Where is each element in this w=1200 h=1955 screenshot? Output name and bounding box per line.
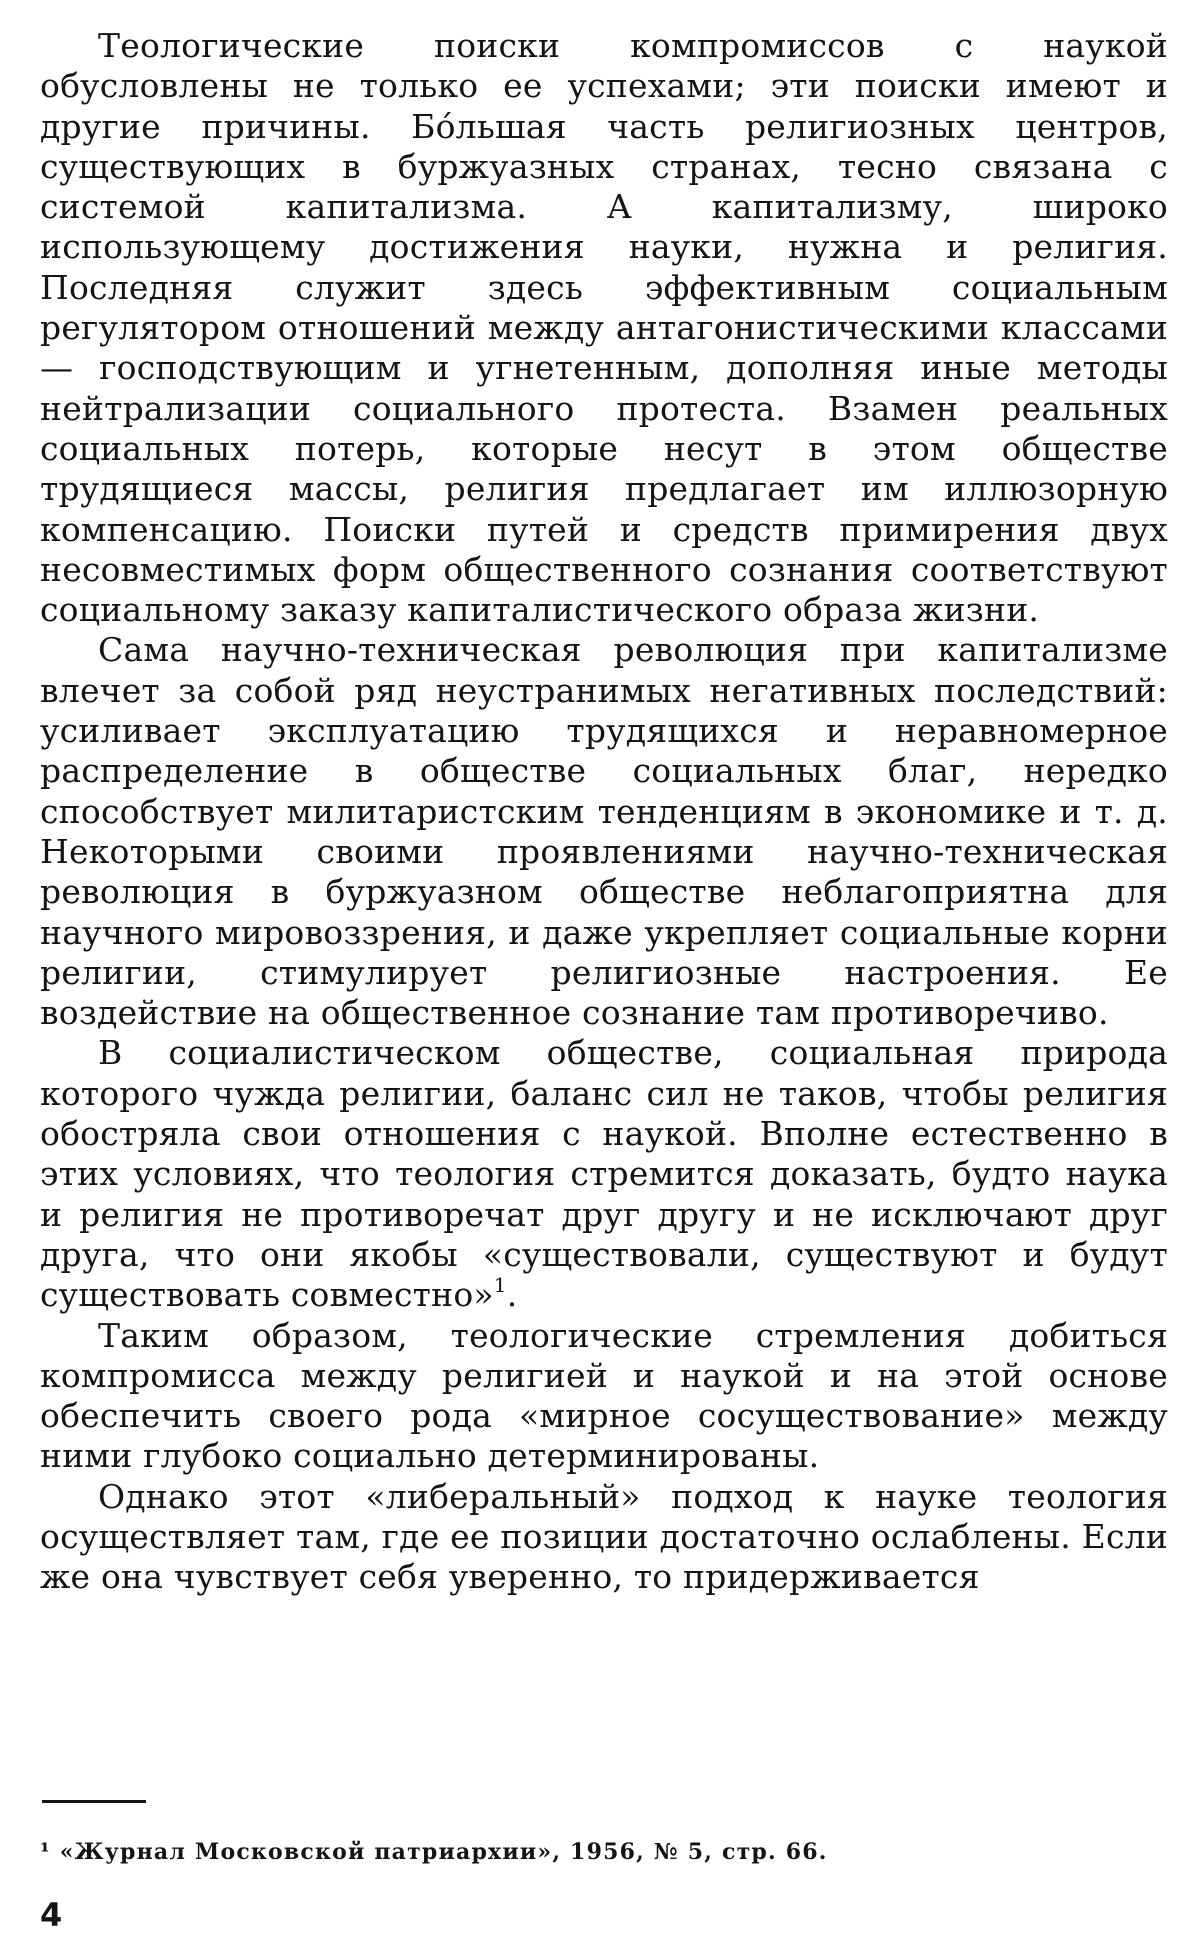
paragraph-2: Сама научно-техническая революция при капитализме влечет за собой ряд неустранимых негативных последствий: усиливает эксплуатацию трудящихся и неравномерное распределение в обществе социальных благ, нередко способствует милитаристским тенденциям в экономике и т. д. Некоторыми своими проявлениями научно-техническая революция в буржуазном обществе неблагоприятна для научного мировоззрения, и даже укрепляет социальные корни религии, стимулирует религиозные настроения. Ее воздействие на общественное сознание там противоречиво. — [40, 630, 1168, 1033]
page-number: 4 — [40, 1896, 63, 1934]
footnote-marker: ¹ — [40, 1839, 51, 1865]
paragraph-3 — [40, 1033, 1168, 1315]
footnote — [40, 1838, 1168, 1866]
paragraph-1: Теологические поиски компромиссов с наукой обусловлены не только ее успехами; эти поиски имеют и другие причины. Бо́льшая часть религиозных центров, существующих в буржуазных странах, тесно связана с системой капитализма. А капитализму, широко использующему достижения науки, нужна и религия. Последняя служит здесь эффективным социальным регулятором отношений между антагонистическими классами — господствующим и угнетенным, дополняя иные методы нейтрализации социального протеста. Взамен реальных социальных потерь, которые несут в этом обществе трудящиеся массы, религия предлагает им иллюзорную компенсацию. Поиски путей и средств примирения двух несовместимых форм общественного сознания соответствуют социальному заказу капиталистического образа жизни. — [40, 26, 1168, 630]
footnote-reference: 1 — [493, 1273, 507, 1298]
paragraph-4: Таким образом, теологические стремления добиться компромисса между религией и наукой и на этой основе обеспечить своего рода «мирное сосуществование» между ними глубоко социально детерминированы. — [40, 1315, 1168, 1476]
paragraph-3-text: В социалистическом обществе, социальная природа которого чужда религии, баланс сил не таков, чтобы религия обостряла свои отношения с наукой. Вполне естественно в этих условиях, что теология стремится доказать, будто наука и религия не противоречат друг другу и не исключают друг друга, что они якобы «существовали, существуют и будут существовать совместно» — [40, 1033, 1168, 1315]
paragraph-3-end: . — [506, 1275, 518, 1315]
page-body — [40, 26, 1168, 1598]
paragraph-5: Однако этот «либеральный» подход к науке теология осуществляет там, где ее позиции достаточно ослаблены. Если же она чувствует себя уверенно, то придерживается — [40, 1476, 1168, 1597]
footnote-divider — [42, 1800, 146, 1803]
footnote-text: «Журнал Московской патриархии», 1956, № 5, стр. 66. — [59, 1839, 828, 1865]
body-text — [40, 26, 1168, 1598]
